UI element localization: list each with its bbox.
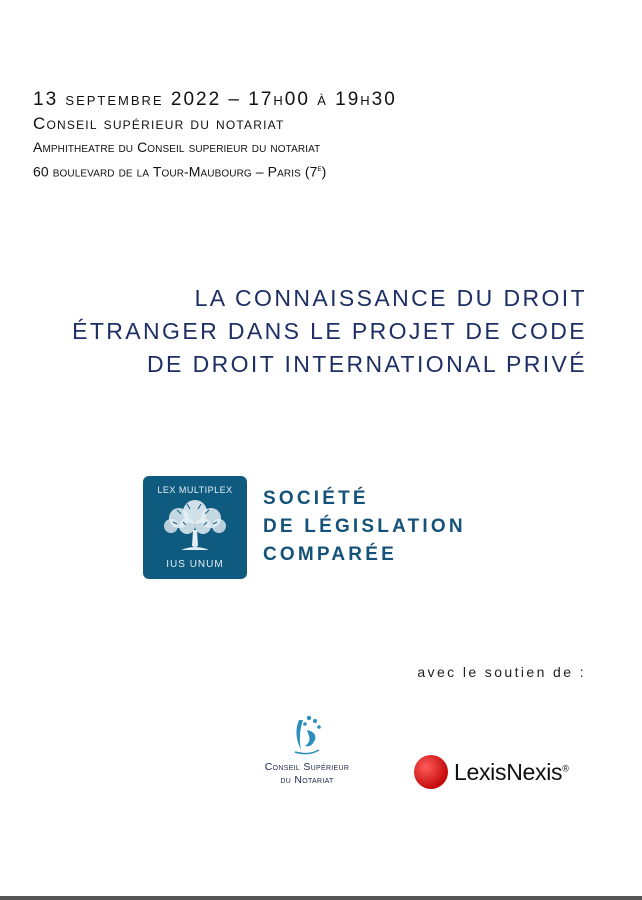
- csn-label-line-1: Conseil Supérieur: [264, 761, 350, 773]
- bottom-divider: [0, 896, 642, 900]
- csn-label-line-2: du Notariat: [280, 774, 334, 786]
- event-venue: Amphitheatre du Conseil superieur du notariat: [33, 139, 321, 155]
- event-address-end: ): [321, 163, 327, 180]
- title-line-2: ÉTRANGER DANS LE PROJET DE CODE: [72, 318, 587, 344]
- csn-emblem-icon: [285, 712, 329, 756]
- slc-logo-motto-top: LEX MULTIPLEX: [157, 485, 233, 495]
- slc-name-line-1: SOCIÉTÉ: [263, 488, 369, 509]
- event-address-sup: e: [317, 164, 322, 173]
- event-info: [33, 88, 397, 183]
- slc-logo: [143, 476, 247, 579]
- event-address: [33, 158, 397, 183]
- tree-icon: [157, 496, 233, 554]
- slc-logo-motto-bottom: IUS UNUM: [166, 559, 224, 570]
- slc-name-line-3: COMPARÉE: [263, 544, 397, 565]
- event-organizer: Conseil supérieur du notariat: [33, 114, 285, 133]
- lexisnexis-logo: [414, 755, 569, 789]
- slc-name: [263, 485, 466, 569]
- slc-name-line-2: DE LÉGISLATION: [263, 516, 466, 537]
- conference-title: [72, 282, 587, 381]
- lexisnexis-wordmark: [454, 759, 569, 786]
- title-line-1: LA CONNAISSANCE DU DROIT: [194, 285, 587, 311]
- support-text: avec le soutien de :: [417, 664, 586, 680]
- lexisnexis-name: LexisNexis: [454, 758, 563, 785]
- lexisnexis-registered-mark: ®: [562, 762, 569, 773]
- csn-logo: [242, 712, 372, 787]
- title-line-3: DE DROIT INTERNATIONAL PRIVÉ: [147, 351, 587, 377]
- event-address-text: 60 boulevard de la Tour-Maubourg – Paris (7: [33, 163, 318, 180]
- lexisnexis-globe-icon: [414, 755, 448, 789]
- event-date: 13 septembre 2022 – 17h00 à 19h30: [33, 89, 397, 110]
